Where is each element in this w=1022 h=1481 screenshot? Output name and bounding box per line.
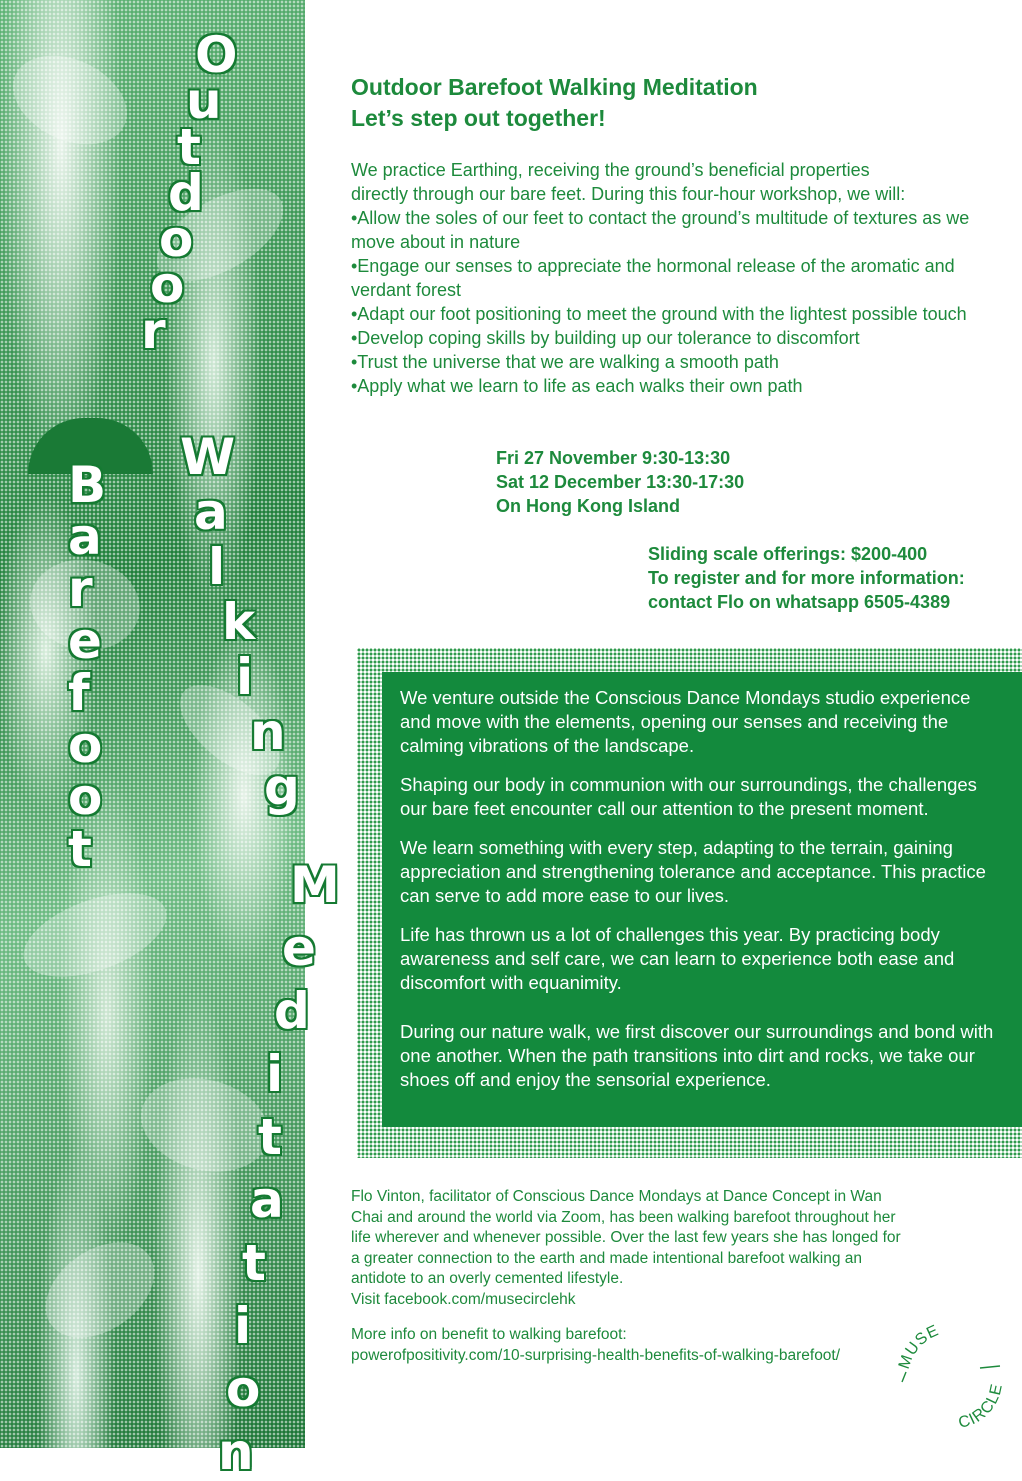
date-line: Fri 27 November 9:30-13:30: [496, 448, 731, 468]
bullet-item: •Develop coping skills by building up our tolerance to discomfort: [351, 328, 860, 348]
vertical-title-letter: W: [180, 428, 236, 486]
vertical-title-letter: a: [250, 1171, 284, 1229]
vertical-title-letter: n: [218, 1423, 254, 1481]
vertical-title-letter: a: [194, 483, 228, 541]
vertical-title-letter: t: [68, 820, 92, 878]
heading-title: Outdoor Barefoot Walking Meditation: [351, 74, 758, 100]
muse-circle-logo: [896, 1320, 1012, 1438]
logo-top-text: MUSE: [896, 1321, 942, 1372]
more-info: [351, 1325, 911, 1366]
more-info-label: More info on benefit to walking barefoot:: [351, 1326, 627, 1343]
register-line: To register and for more information:: [648, 568, 965, 588]
date-line: Sat 12 December 13:30-17:30: [496, 472, 745, 492]
bullet-item: •Allow the soles of our feet to contact the ground’s multitude of textures as we move about in nature: [351, 208, 970, 252]
box-paragraph: We learn something with every step, adapting to the terrain, gaining appreciation and strengthening tolerance and acceptance. This practice can serve to add more ease to our lives.: [400, 837, 986, 906]
more-info-link[interactable]: powerofpositivity.com/10-surprising-health-benefits-of-walking-barefoot/: [351, 1346, 841, 1364]
vertical-title-letter: k: [222, 593, 256, 651]
vertical-title-letter: o: [226, 1360, 261, 1418]
vertical-title-letter: o: [159, 210, 194, 268]
vertical-title-letter: i: [266, 1045, 284, 1103]
contact-line: contact Flo on whatsapp 6505-4389: [648, 592, 951, 612]
box-paragraph: During our nature walk, we first discover our surroundings and bond with one another. When the path transitions into dirt and rocks, we take our shoes off and enjoy the sensorial experience.: [400, 1021, 994, 1090]
price-line: Sliding scale offerings: $200-400: [648, 544, 928, 564]
vertical-title-letter: o: [68, 716, 103, 774]
vertical-title-letter: M: [290, 856, 340, 914]
intro-line: We practice Earthing, receiving the ground’s beneficial properties: [351, 160, 870, 180]
bullet-item: •Apply what we learn to life as each walks their own path: [351, 376, 803, 396]
event-dates: [496, 446, 744, 518]
logo-bottom-text: CIRCLE: [956, 1381, 1007, 1432]
bullet-item: •Adapt our foot positioning to meet the ground with the lightest possible touch: [351, 304, 967, 324]
vertical-title-letter: e: [282, 919, 316, 977]
vertical-title-letter: r: [141, 302, 166, 360]
box-paragraph: Life has thrown us a lot of challenges this year. By practicing body awareness and self care, we can learn to experience both ease and discomfort with equanimity.: [400, 924, 955, 993]
vertical-title-letter: a: [68, 508, 102, 566]
vertical-title-letter: f: [68, 664, 90, 722]
vertical-title-letter: d: [274, 982, 310, 1040]
vertical-title-letter: o: [150, 256, 185, 314]
pricing-info: [648, 542, 965, 614]
vertical-title-letter: t: [258, 1108, 282, 1166]
box-paragraph: We venture outside the Conscious Dance Mondays studio experience and move with the elements, opening our senses and receiving the calming vibrations of the landscape.: [400, 687, 971, 756]
vertical-title-letter: d: [168, 164, 204, 222]
vertical-title-letter: e: [68, 612, 102, 670]
heading-subtitle: Let’s step out together!: [351, 105, 606, 131]
description-box: [382, 672, 1022, 1127]
intro-text: [351, 158, 991, 206]
vertical-title-letter: o: [68, 768, 103, 826]
bio-text: Flo Vinton, facilitator of Conscious Dance Mondays at Dance Concept in Wan Chai and around the world via Zoom, has been walking barefoot throughout her life wherever and whenever possible. Over the last few years she has longed for a greater connection to the earth and made intentional barefoot walking an antidote to an overly cemented lifestyle.: [351, 1188, 901, 1287]
bullet-item: •Engage our senses to appreciate the hormonal release of the aromatic and verdant forest: [351, 256, 955, 300]
intro-line: directly through our bare feet. During this four-hour workshop, we will:: [351, 184, 906, 204]
heading: [351, 72, 991, 134]
vertical-title-letter: i: [236, 648, 254, 706]
vertical-title-letter: u: [186, 72, 222, 130]
facilitator-bio: [351, 1187, 911, 1310]
vertical-title-letter: O: [195, 26, 238, 84]
vertical-title-letter: l: [208, 538, 226, 596]
bullet-item: •Trust the universe that we are walking a smooth path: [351, 352, 779, 372]
svg-text:MUSE: [896, 1322, 942, 1371]
bio-link[interactable]: Visit facebook.com/musecirclehk: [351, 1290, 576, 1308]
vertical-title-letter: g: [264, 758, 300, 816]
box-paragraph: Shaping our body in communion with our surroundings, the challenges our bare feet encounter call our attention to the present moment.: [400, 774, 977, 819]
vertical-title-letter: r: [68, 560, 93, 618]
photo-panel: [0, 0, 340, 1481]
vertical-title-letter: i: [234, 1297, 252, 1355]
workshop-bullet-list: [351, 206, 991, 398]
location-line: On Hong Kong Island: [496, 496, 680, 516]
vertical-title-letter: B: [68, 456, 107, 514]
vertical-title-letter: t: [177, 118, 201, 176]
vertical-title-letter: n: [250, 703, 286, 761]
vertical-title-letter: t: [242, 1234, 266, 1292]
svg-text:CIRCLE: [957, 1382, 1006, 1432]
